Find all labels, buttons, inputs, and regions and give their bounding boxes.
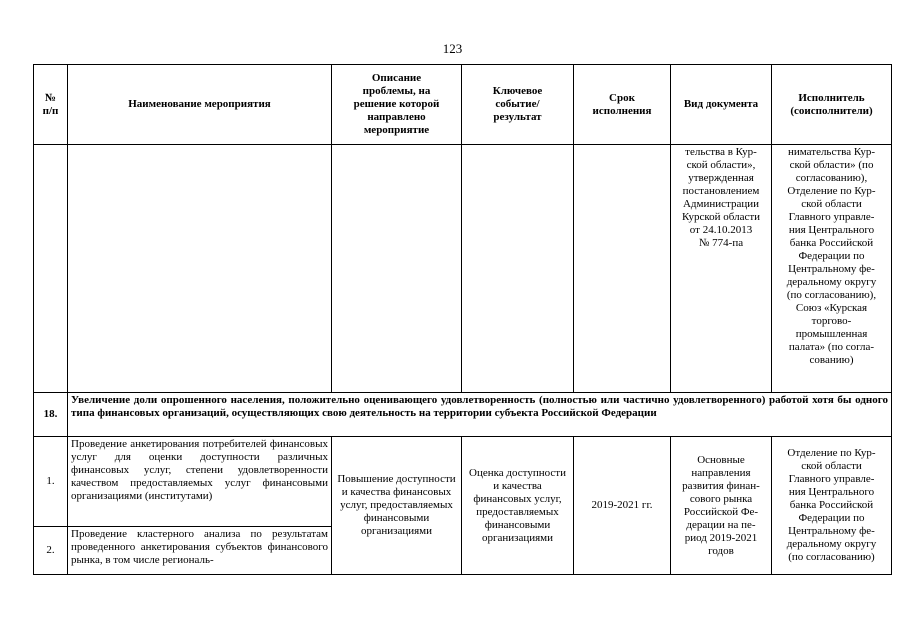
continued-term-cell: [574, 145, 671, 393]
continued-problem-cell: [332, 145, 462, 393]
shared-doc-type: Основные направления развития финан- сового рынка Российской Фе- дерации на пе- риод 2019-2021 годов: [671, 437, 772, 575]
continued-doc-type: тельства в Кур- ской области», утвержденная постановлением Администрации Курской области от 24.10.2013 № 774-па: [671, 145, 772, 393]
header-name: Наименование мероприятия: [68, 65, 332, 145]
row-number: 2.: [34, 527, 68, 575]
header-event: Ключевое событие/ результат: [462, 65, 574, 145]
header-doc-type: Вид документа: [671, 65, 772, 145]
shared-event: Оценка доступности и качества финансовых услуг, предоставляемых финансовыми организациями: [462, 437, 574, 575]
row-name: Проведение кластерного анализа по результатам проведенного анкетирования субъектов финансового рынка, в том числе региональ-: [68, 527, 332, 575]
continued-number-cell: [34, 145, 68, 393]
table-header-row: [34, 65, 892, 145]
header-problem: Описание проблемы, на решение которой направлено мероприятие: [332, 65, 462, 145]
section-row: [34, 393, 892, 437]
continued-row: [34, 145, 892, 393]
page-number: 123: [442, 41, 463, 56]
section-number: 18.: [34, 393, 68, 437]
row-name: Проведение анкетирования потребителей финансовых услуг для оценки доступности различных финансовых услуг, степени удовлетворенности качеством предоставляемых услуг финансовыми организациями (институтами): [68, 437, 332, 527]
section-title: Увеличение доли опрошенного населения, положительно оценивающего удовлетворенность (полностью или частично удовлетворенного) работой хотя бы одного типа финансовых организаций, осуществляющих свою деятельность на территории субъекта Российской Федерации: [68, 393, 892, 437]
header-number: № п/п: [34, 65, 68, 145]
continued-name-cell: [68, 145, 332, 393]
shared-executor: Отделение по Кур- ской области Главного управле- ния Центрального банка Российской Федерации по Центральному фе- деральному округу (по согласованию): [772, 437, 892, 575]
shared-term: 2019-2021 гг.: [574, 437, 671, 575]
table-row: [34, 437, 892, 527]
measures-table: [33, 64, 892, 575]
continued-executor: нимательства Кур- ской области» (по согласованию), Отделение по Кур- ской области Главного управле- ния Центрального банка Российской Федерации по Центральному фе- деральному округу (по согласованию), Союз «Курская торгово- промышленная палата» (по согла- сованию): [772, 145, 892, 393]
header-executor: Исполнитель (соисполнители): [772, 65, 892, 145]
row-number: 1.: [34, 437, 68, 527]
continued-event-cell: [462, 145, 574, 393]
header-term: Срок исполнения: [574, 65, 671, 145]
shared-problem: Повышение доступности и качества финансовых услуг, предоставляемых финансовыми организациями: [332, 437, 462, 575]
